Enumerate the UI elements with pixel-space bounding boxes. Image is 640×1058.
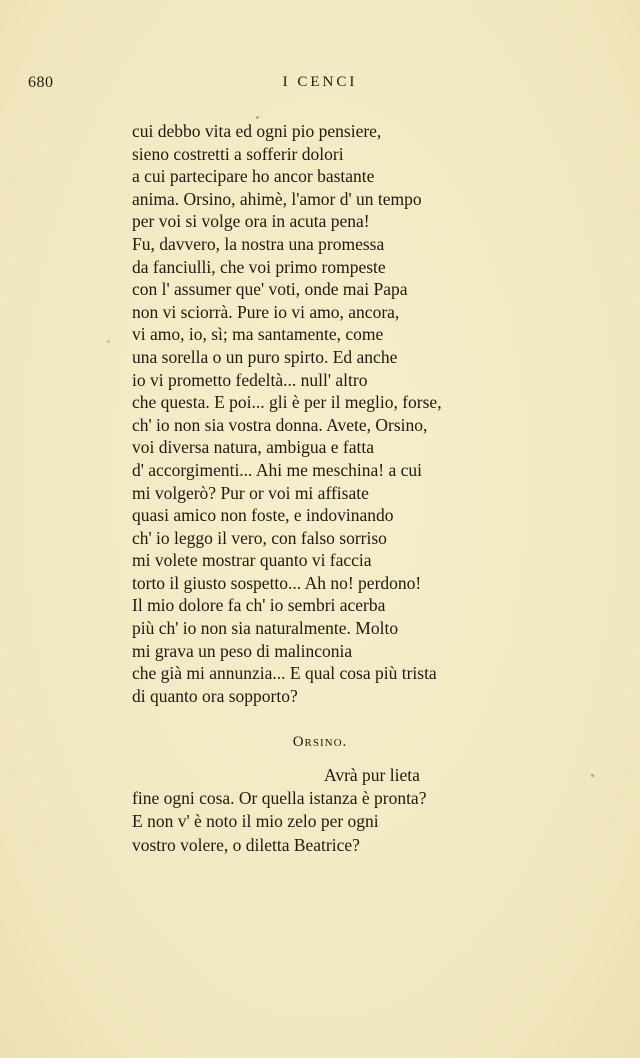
verse-line: fine ogni cosa. Or quella istanza è pronta?	[132, 788, 427, 809]
paper-speck	[107, 340, 110, 343]
verse-line: con l' assumer que' voti, onde mai Papa	[132, 279, 408, 300]
verse-line: per voi si volge ora in acuta pena!	[132, 211, 370, 232]
verse-line: quasi amico non foste, e indovinando	[132, 505, 394, 526]
verse-line: più ch' io non sia naturalmente. Molto	[132, 618, 399, 639]
verse-line: Il mio dolore fa ch' io sembri acerba	[132, 595, 386, 616]
verse-block-beatrice	[132, 120, 492, 707]
verse-line: da fanciulli, che voi primo rompeste	[132, 256, 386, 277]
verse-line: a cui partecipare ho ancor bastante	[132, 166, 375, 187]
verse-line: Fu, davvero, la nostra una promessa	[132, 233, 385, 254]
verse-line: ch' io leggo il vero, con falso sorriso	[132, 527, 387, 548]
page-header	[0, 74, 640, 96]
paper-speck	[591, 774, 594, 777]
verse-line: di quanto ora sopporto?	[132, 685, 298, 706]
verse-line: vostro volere, o diletta Beatrice?	[132, 834, 360, 855]
verse-line: mi grava un peso di malinconia	[132, 640, 353, 661]
verse-line: mi volete mostrar quanto vi faccia	[132, 550, 372, 571]
verse-line: non vi sciorrà. Pure io vi amo, ancora,	[132, 301, 400, 322]
speaker-name: Orsino.	[292, 734, 348, 750]
verse-line: mi volgerò? Pur or voi mi affisate	[132, 482, 369, 503]
verse-line: cui debbo vita ed ogni pio pensiere,	[132, 121, 382, 141]
page-number: 680	[28, 74, 54, 91]
verse-line: ch' io non sia vostra donna. Avete, Orsino,	[132, 414, 428, 435]
verse-line: voi diversa natura, ambigua e fatta	[132, 437, 374, 458]
verse-line: sieno costretti a sofferir dolori	[132, 143, 344, 164]
verse-line: vi amo, io, sì; ma santamente, come	[132, 324, 384, 345]
verse-line: che questa. E poi... gli è per il meglio, forse,	[132, 392, 442, 413]
verse-line: anima. Orsino, ahimè, l'amor d' un tempo	[132, 188, 422, 209]
paper-speck	[256, 116, 259, 119]
verse-line: E non v' è noto il mio zelo per ogni	[132, 811, 379, 832]
verse-line: d' accorgimenti... Ahi me meschina! a cui	[132, 459, 423, 480]
verse-line: torto il giusto sospetto... Ah no! perdono!	[132, 572, 422, 593]
running-title: I CENCI	[282, 74, 358, 90]
verse-block-orsino	[132, 764, 512, 857]
verse-line: che già mi annunzia... E qual cosa più trista	[132, 663, 437, 684]
verse-line: io vi prometto fedeltà... null' altro	[132, 369, 368, 390]
verse-line: una sorella o un puro spirto. Ed anche	[132, 346, 398, 367]
verse-line: Avrà pur lieta	[324, 765, 420, 785]
